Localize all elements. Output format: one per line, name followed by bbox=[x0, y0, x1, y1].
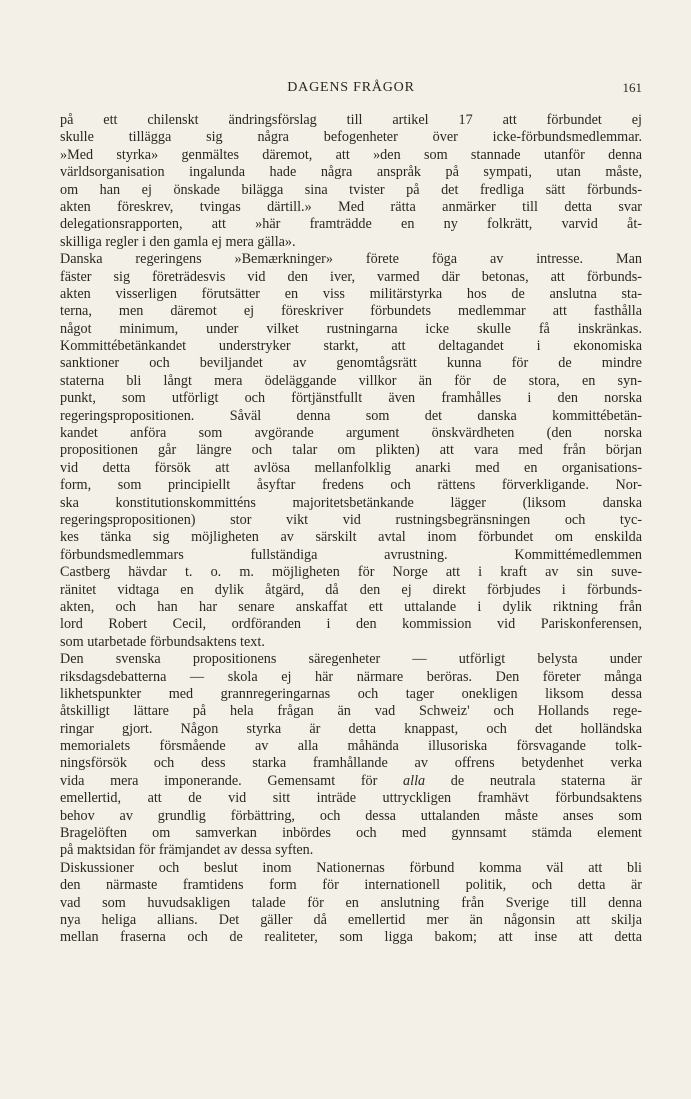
text-line: nya heliga allians. Det gäller då emellertid mer än någonsin att skilja bbox=[60, 911, 642, 928]
text-line: om han ej önskade bilägga sina tvister på det fredliga sätt förbunds- bbox=[60, 181, 642, 198]
text-line: något minimum, under vilket rustningarna icke skulle få inskränkas. bbox=[60, 320, 642, 337]
text-line: vid detta försök att avlösa mellanfolklig anarki med en organisations- bbox=[60, 459, 642, 476]
text-line: ränitet vidtaga en dylik åtgärd, då den ej direkt förbjudes i förbunds- bbox=[60, 581, 642, 598]
text-line: akten föreskrev, tvingas därtill.» Med rätta anmärker till detta svar bbox=[60, 198, 642, 215]
text-line: som utarbetade förbundsaktens text. bbox=[60, 633, 265, 650]
text-line: Diskussioner och beslut inom Nationernas förbund komma väl att bli bbox=[60, 859, 642, 876]
page-header bbox=[60, 78, 642, 102]
text-line: ska konstitutionskommitténs majoritetsbetänkande lägger (liksom danska bbox=[60, 494, 642, 511]
text-line: Kommittébetänkandet understryker starkt, att deltagandet i ekonomiska bbox=[60, 338, 642, 355]
page-number: 161 bbox=[622, 80, 642, 95]
italic-word: alla bbox=[403, 772, 426, 789]
running-title: DAGENS FRÅGOR bbox=[287, 80, 415, 95]
text-line: förbundsmedlemmars fullständiga avrustning. Kommittémedlemmen bbox=[60, 546, 642, 563]
text-line: behov av grundlig förbättring, och dessa uttalanden måste anses som bbox=[60, 807, 642, 824]
text-line: riksdagsdebatterna — skola ej här närmare beröras. Den företer många bbox=[60, 668, 642, 685]
text-line: regeringspropositionen) stor vikt vid rustningsbegränsningen och tyc- bbox=[60, 511, 642, 528]
text-line: sanktioner och beviljandet av genomtågsrätt kunna för de mindre bbox=[60, 355, 642, 372]
text-line: akten visserligen förutsätter en viss militärstyrka hos de anslutna sta- bbox=[60, 285, 642, 302]
text-line: på maktsidan för främjandet av dessa syften. bbox=[60, 842, 314, 859]
text-line: staterna bli långt mera ödeläggande villkor än för de stora, en syn- bbox=[60, 372, 642, 389]
text-line: Den svenska propositionens säregenheter — utförligt belysta under bbox=[60, 651, 642, 668]
text-line: terna, men däremot ej föreskriver förbundets medlemmar att fasthålla bbox=[60, 303, 642, 320]
text-line: kes tänka sig möjligheten av särskilt avtal inom förbundet om enskilda bbox=[60, 529, 642, 546]
text-line: vida mera imponerande. Gemensamt för alla de neutrala staterna är bbox=[60, 772, 642, 789]
text-line: ringar gjort. Någon styrka är detta knappast, och det holländska bbox=[60, 720, 642, 737]
text-line: vad som huvudsakligen talade för en anslutning från Sverige till denna bbox=[60, 894, 642, 911]
text-line: propositionen går längre och talar om plikten) att vara med från början bbox=[60, 442, 642, 459]
text-line: skilliga regler i den gamla ej mera gälla». bbox=[60, 233, 296, 250]
text-line: den närmaste framtidens form för internationell politik, och detta är bbox=[60, 877, 642, 894]
text-line: Danska regeringens »Bemærkninger» förete föga av intresse. Man bbox=[60, 251, 642, 268]
text-line: Castberg hävdar t. o. m. möjligheten för Norge att i kraft av sin suve- bbox=[60, 564, 642, 581]
text-line: punkt, som utförligt och förtjänstfullt även framhålles i den norska bbox=[60, 390, 642, 407]
text-line: likhetspunkter med grannregeringarnas och tager onekligen liksom dessa bbox=[60, 685, 642, 702]
text-line: på ett chilenskt ändringsförslag till artikel 17 att förbundet ej bbox=[60, 112, 642, 128]
text-line: åtskilligt lättare på hela frågan än vad Schweiz' och Hollands rege- bbox=[60, 703, 642, 720]
text-line: memorialets försmående av alla måhända illusoriska försvagande tolk- bbox=[60, 738, 642, 755]
text-line: Bragelöften om samverkan inbördes och med gynnsamt stämda element bbox=[60, 825, 642, 842]
text-line: fäster sig företrädesvis vid den iver, varmed där betonas, att förbunds- bbox=[60, 268, 642, 285]
text-line: delegationsrapporten, att »här framträdde en ny folkrätt, varvid åt- bbox=[60, 216, 642, 233]
text-line: emellertid, att de vid sitt inträde uttryckligen framhävt förbundsaktens bbox=[60, 790, 642, 807]
text-line: akten, och han har senare anskaffat ett uttalande i dylik riktning från bbox=[60, 598, 642, 615]
text-line: världsorganisation ingalunda hade några anspråk på sympati, utan måste, bbox=[60, 164, 642, 181]
text-line: regeringspropositionen. Såväl denna som det danska kommittébetän- bbox=[60, 407, 642, 424]
text-line: »Med styrka» genmältes däremot, att »den som stannade utanför denna bbox=[60, 146, 642, 163]
text-line: form, som principiellt åsyftar fredens och rättens förverkligande. Nor- bbox=[60, 477, 642, 494]
text-line: ningsförsök och dess starka framhållande av offrens betydenhet verka bbox=[60, 755, 642, 772]
text-line: lord Robert Cecil, ordföranden i den kommission vid Pariskonferensen, bbox=[60, 616, 642, 633]
text-line: mellan fraserna och de realiteter, som ligga bakom; att inse att detta bbox=[60, 929, 642, 946]
body-text bbox=[60, 112, 642, 947]
text-line: skulle tillägga sig några befogenheter över icke-förbundsmedlemmar. bbox=[60, 129, 642, 146]
text-line: kandet anföra som avgörande argument önskvärdheten (den norska bbox=[60, 425, 642, 442]
